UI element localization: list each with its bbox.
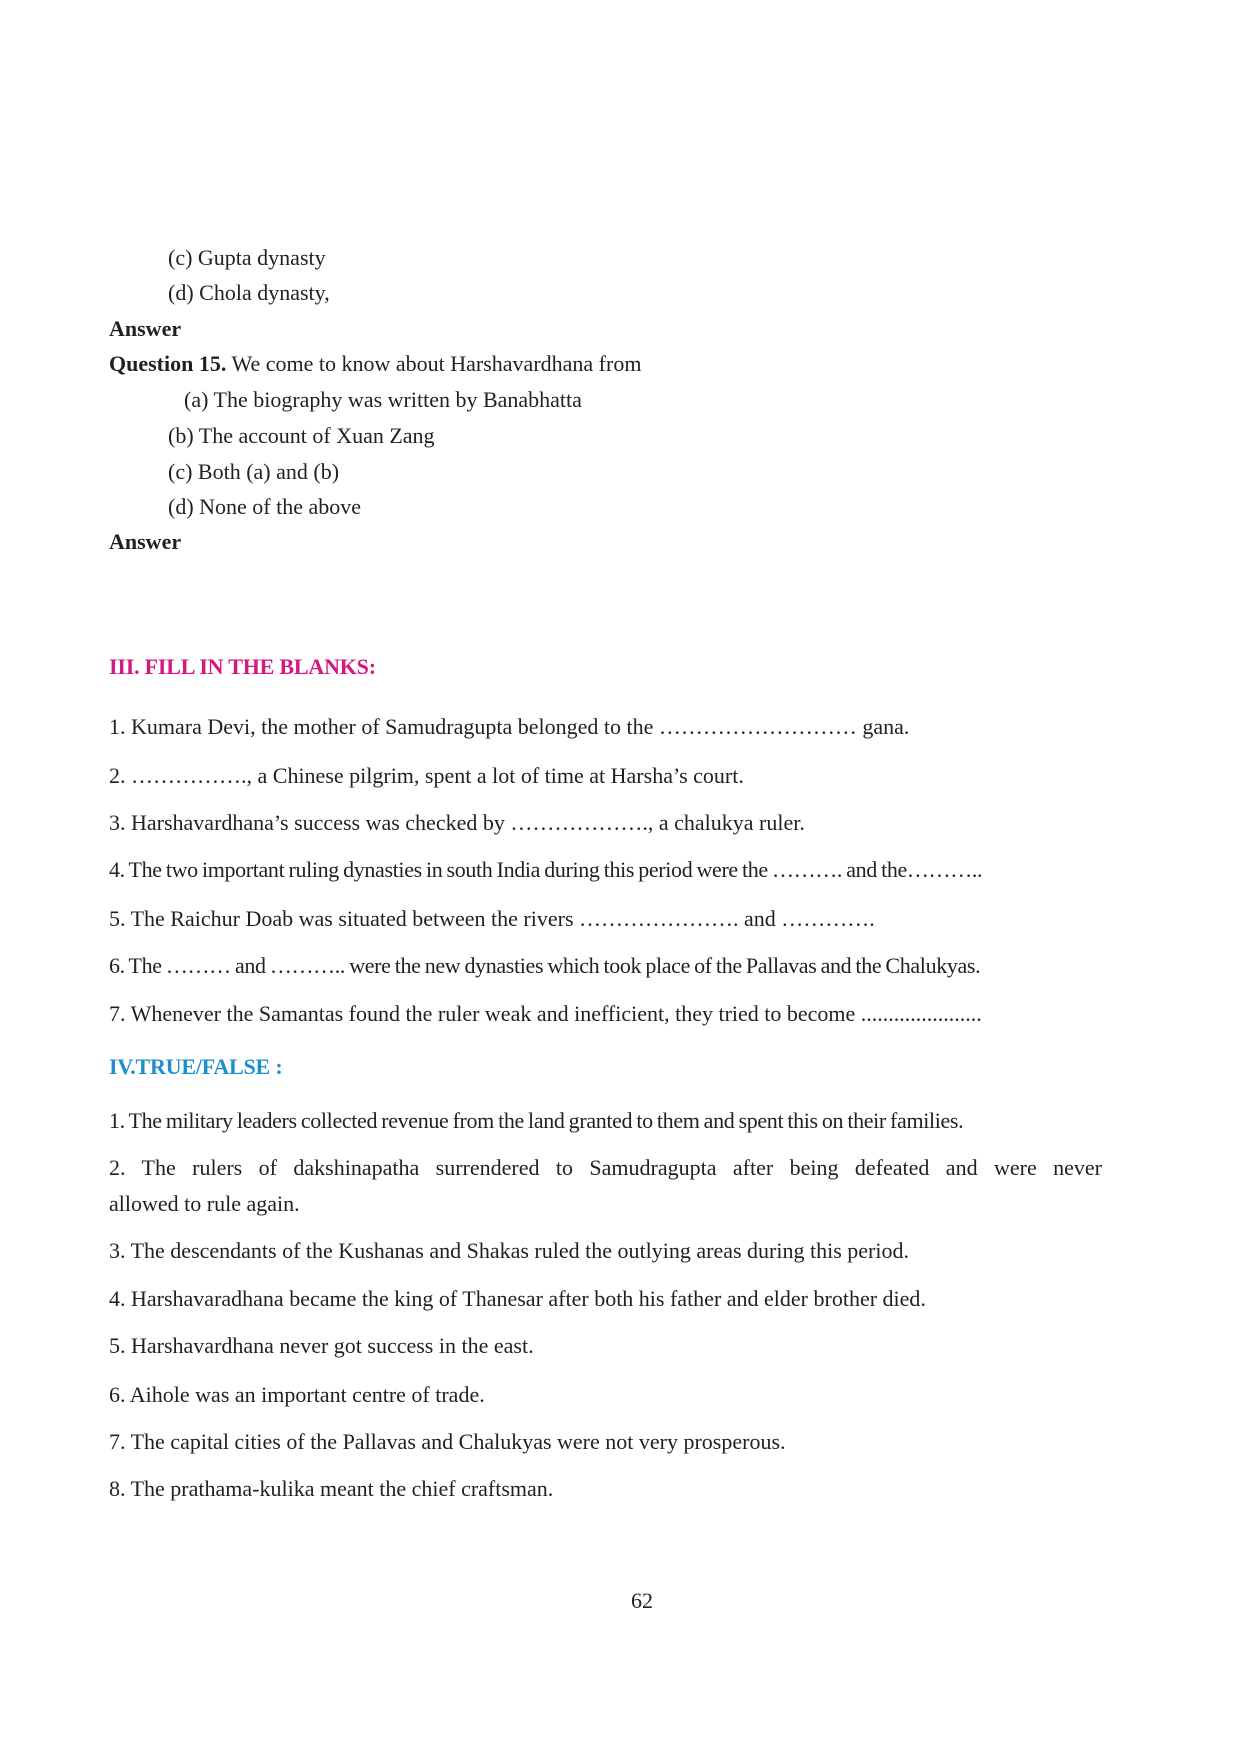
true-false-item: 8. The prathama-kulika meant the chief craftsman. [109, 1476, 554, 1501]
fill-blank-item: 4. The two important ruling dynasties in south India during this period were the ………. and the……….. [109, 857, 983, 882]
true-false-heading: IV.TRUE/FALSE : [109, 1054, 283, 1079]
true-false-item-line: 2. The rulers of dakshinapatha surrendered to Samudragupta after being defeated and were never [109, 1155, 1102, 1180]
true-false-item: 1. The military leaders collected revenue from the land granted to them and spent this on their families. [109, 1108, 964, 1133]
fill-blank-item: 6. The ……… and ……….. were the new dynasties which took place of the Pallavas and the Chalukyas. [109, 953, 981, 978]
true-false-item: 6. Aihole was an important centre of trade. [109, 1382, 485, 1407]
fill-blank-item: 7. Whenever the Samantas found the ruler weak and inefficient, they tried to become ...................... [109, 1001, 982, 1026]
option-d: (d) None of the above [168, 494, 362, 519]
fill-blank-item: 3. Harshavardhana’s success was checked by ………………., a chalukya ruler. [109, 810, 805, 835]
true-false-item: 3. The descendants of the Kushanas and Shakas ruled the outlying areas during this period. [109, 1238, 909, 1263]
option-a: (a) The biography was written by Banabhatta [184, 387, 582, 412]
true-false-item: 7. The capital cities of the Pallavas and Chalukyas were not very prosperous. [109, 1429, 786, 1454]
option-d-chola-dynasty: (d) Chola dynasty, [168, 280, 330, 305]
answer-label: Answer [109, 529, 182, 554]
true-false-item: 5. Harshavardhana never got success in the east. [109, 1333, 534, 1358]
fill-blank-item: 1. Kumara Devi, the mother of Samudragupta belonged to the ……………………… gana. [109, 714, 910, 739]
answer-label: Answer [109, 316, 182, 341]
true-false-item: 4. Harshavaradhana became the king of Thanesar after both his father and elder brother died. [109, 1286, 926, 1311]
option-c: (c) Both (a) and (b) [168, 459, 340, 484]
option-c-gupta-dynasty: (c) Gupta dynasty [168, 245, 326, 270]
option-b: (b) The account of Xuan Zang [168, 423, 435, 448]
fill-blank-item: 2. ……………., a Chinese pilgrim, spent a lot of time at Harsha’s court. [109, 763, 744, 788]
question-number: Question 15. [109, 351, 227, 376]
question-15 [109, 349, 641, 379]
true-false-item-line: allowed to rule again. [109, 1191, 300, 1216]
page-number: 62 [631, 1588, 653, 1613]
question-text: We come to know about Harshavardhana from [226, 351, 642, 376]
fill-blank-item: 5. The Raichur Doab was situated between the rivers …………………. and …………. [109, 906, 875, 931]
fill-blanks-heading: III. FILL IN THE BLANKS: [109, 654, 376, 679]
